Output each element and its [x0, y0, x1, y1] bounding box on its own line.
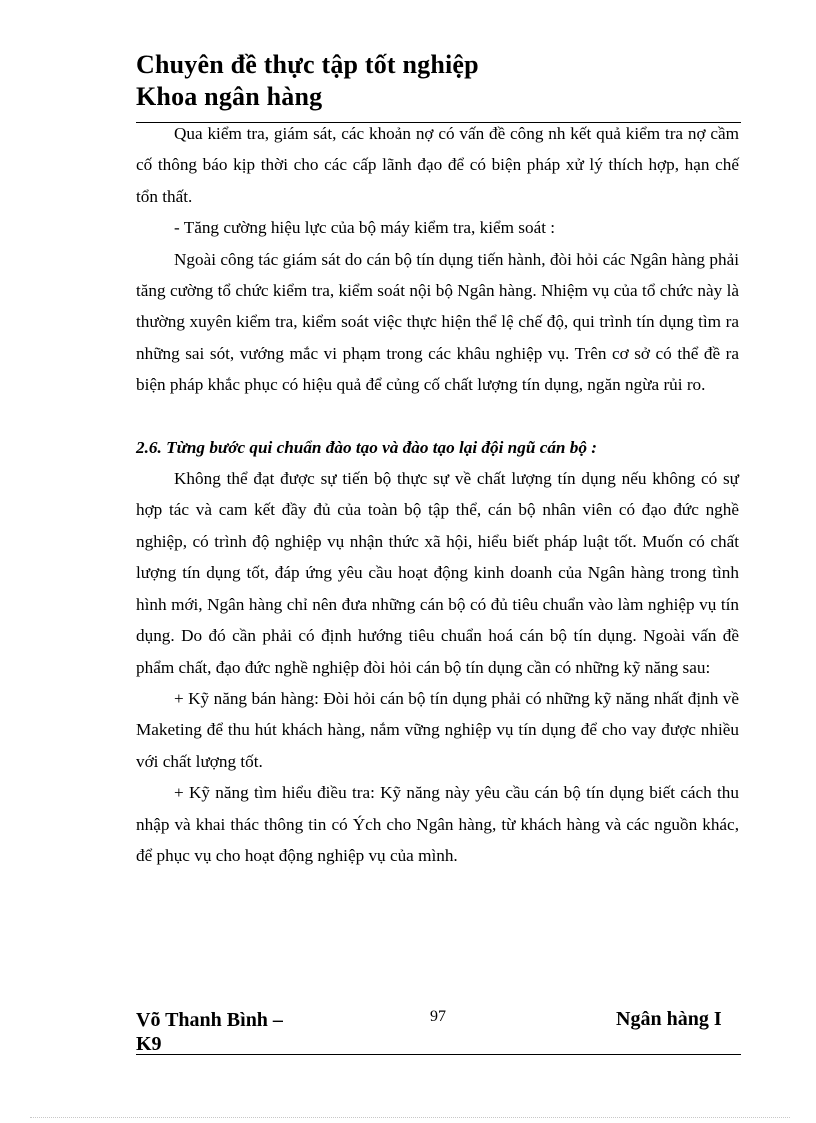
- section-heading: 2.6. Từng bước qui chuẩn đào tạo và đào tạo lại đội ngũ cán bộ :: [136, 437, 597, 457]
- paragraph: Ngoài công tác giám sát do cán bộ tín dụng tiến hành, đòi hỏi các Ngân hàng phải tăng cường tổ chức kiểm tra, kiểm soát nội bộ Ngân hàng. Nhiệm vụ của tổ chức này là thường xuyên kiểm tra, kiểm soát việc thực hiện thể lệ chế độ, qui trình tín dụng tìm ra những sai sót, vướng mắc vi phạm trong các khâu nghiệp vụ. Trên cơ sở có thể đề ra biện pháp khắc phục có hiệu quả để củng cố chất lượng tín dụng, ngăn ngừa rủi ro.: [136, 249, 739, 395]
- paragraph: Không thể đạt được sự tiến bộ thực sự về chất lượng tín dụng nếu không có sự hợp tác và cam kết đầy đủ của toàn bộ tập thể, cán bộ nhân viên có đạo đức nghề nghiệp, có trình độ nghiệp vụ nhận thức xã hội, hiểu biết pháp luật tốt. Muốn có chất lượng tín dụng tốt, đáp ứng yêu cầu hoạt động kinh doanh của Ngân hàng trong tình hình mới, Ngân hàng chỉ nên đưa những cán bộ có đủ tiêu chuẩn vào làm nghiệp vụ tín dụng. Do đó cần phải có định hướng tiêu chuẩn hoá cán bộ tín dụng. Ngoài vấn đề phẩm chất, đạo đức nghề nghiệp đòi hỏi cán bộ tín dụng cần có những kỹ năng sau:: [136, 469, 739, 677]
- bullet-heading: - Tăng cường hiệu lực của bộ máy kiểm tra, kiểm soát :: [174, 218, 556, 238]
- footer-department: Ngân hàng I: [616, 1008, 722, 1030]
- footer-author: Võ Thanh Bình – K9: [136, 1009, 283, 1055]
- page-body: [136, 118, 739, 871]
- spacer: [136, 401, 739, 432]
- faculty-title: Khoa ngân hàng: [136, 82, 323, 111]
- document-title: Chuyên đề thực tập tốt nghiệp: [136, 50, 479, 79]
- paragraph: Qua kiểm tra, giám sát, các khoản nợ có vấn đề công nh kết quả kiểm tra nợ cầm cố thông báo kịp thời cho các cấp lãnh đạo để có biện pháp xử lý thích hợp, hạn chế tổn thất.: [136, 124, 739, 206]
- paragraph: + Kỹ năng tìm hiểu điều tra: Kỹ năng này yêu cầu cán bộ tín dụng biết cách thu nhập và khai thác thông tin có Ých cho Ngân hàng, từ khách hàng và các nguồn khác, để phục vụ cho hoạt động nghiệp vụ của mình.: [136, 783, 739, 865]
- paragraph: + Kỹ năng bán hàng: Đòi hỏi cán bộ tín dụng phải có những kỹ năng nhất định về Maketing để thu hút khách hàng, nắm vững nghiệp vụ tín dụng để cho vay được nhiều với chất lượng tốt.: [136, 688, 739, 771]
- page-number: 97: [430, 1008, 446, 1025]
- footer-divider: [136, 1054, 741, 1055]
- page-edge: [30, 1117, 790, 1118]
